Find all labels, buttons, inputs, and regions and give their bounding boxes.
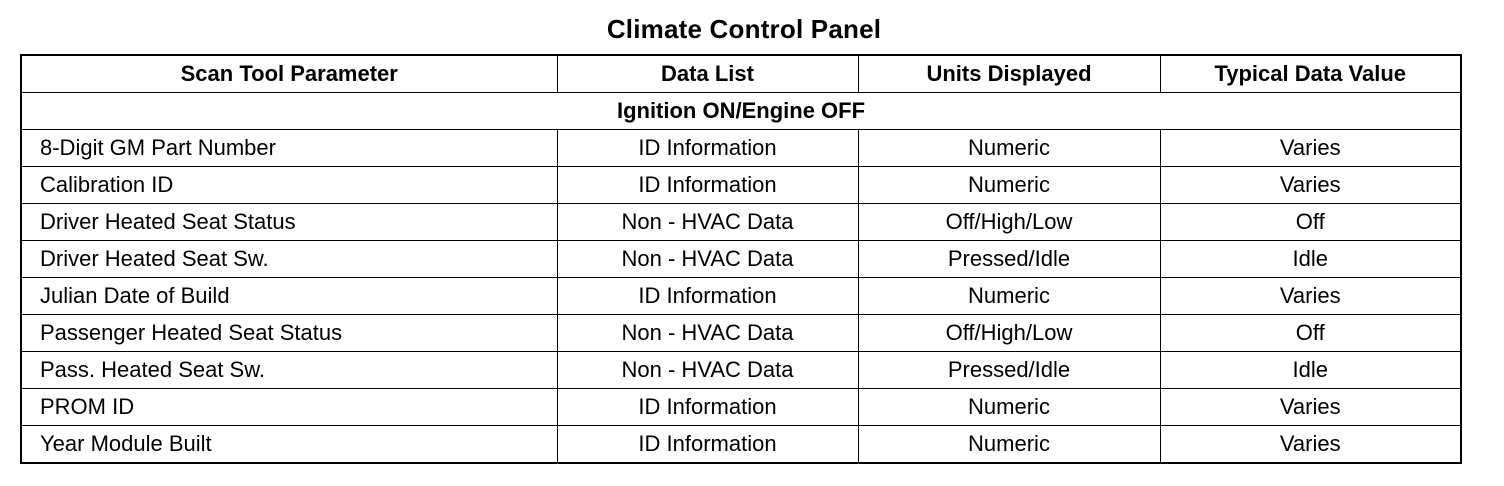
cell-data-list: Non - HVAC Data	[557, 241, 858, 278]
cell-units: Numeric	[858, 389, 1160, 426]
table-row	[21, 204, 1461, 241]
cell-parameter: Pass. Heated Seat Sw.	[21, 352, 557, 389]
column-header-parameter: Scan Tool Parameter	[21, 55, 557, 93]
cell-data-list: ID Information	[557, 167, 858, 204]
table-row	[21, 315, 1461, 352]
table-row	[21, 389, 1461, 426]
cell-units: Pressed/Idle	[858, 241, 1160, 278]
cell-units: Numeric	[858, 426, 1160, 464]
cell-typical-value: Varies	[1160, 389, 1461, 426]
cell-units: Numeric	[858, 167, 1160, 204]
table-row	[21, 130, 1461, 167]
cell-parameter: Calibration ID	[21, 167, 557, 204]
cell-units: Numeric	[858, 130, 1160, 167]
cell-typical-value: Idle	[1160, 352, 1461, 389]
cell-typical-value: Varies	[1160, 426, 1461, 464]
table-row	[21, 241, 1461, 278]
cell-data-list: ID Information	[557, 426, 858, 464]
cell-units: Numeric	[858, 278, 1160, 315]
column-header-units: Units Displayed	[858, 55, 1160, 93]
cell-data-list: ID Information	[557, 389, 858, 426]
cell-parameter: Julian Date of Build	[21, 278, 557, 315]
cell-units: Pressed/Idle	[858, 352, 1160, 389]
cell-units: Off/High/Low	[858, 204, 1160, 241]
table-row	[21, 426, 1461, 464]
cell-parameter: Driver Heated Seat Status	[21, 204, 557, 241]
cell-typical-value: Off	[1160, 204, 1461, 241]
section-label: Ignition ON/Engine OFF	[21, 93, 1461, 130]
cell-parameter: Passenger Heated Seat Status	[21, 315, 557, 352]
table-row	[21, 167, 1461, 204]
cell-data-list: Non - HVAC Data	[557, 315, 858, 352]
cell-parameter: Driver Heated Seat Sw.	[21, 241, 557, 278]
section-row	[21, 93, 1461, 130]
cell-parameter: 8-Digit GM Part Number	[21, 130, 557, 167]
table-row	[21, 352, 1461, 389]
cell-data-list: Non - HVAC Data	[557, 352, 858, 389]
cell-parameter: Year Module Built	[21, 426, 557, 464]
cell-parameter: PROM ID	[21, 389, 557, 426]
cell-typical-value: Off	[1160, 315, 1461, 352]
cell-units: Off/High/Low	[858, 315, 1160, 352]
column-header-typical-value: Typical Data Value	[1160, 55, 1461, 93]
cell-typical-value: Varies	[1160, 167, 1461, 204]
cell-data-list: ID Information	[557, 278, 858, 315]
cell-typical-value: Idle	[1160, 241, 1461, 278]
cell-data-list: Non - HVAC Data	[557, 204, 858, 241]
cell-typical-value: Varies	[1160, 130, 1461, 167]
cell-typical-value: Varies	[1160, 278, 1461, 315]
header-row	[21, 55, 1461, 93]
parameter-table	[20, 54, 1462, 464]
table-row	[21, 278, 1461, 315]
page-title: Climate Control Panel	[606, 14, 882, 44]
column-header-data-list: Data List	[557, 55, 858, 93]
cell-data-list: ID Information	[557, 130, 858, 167]
